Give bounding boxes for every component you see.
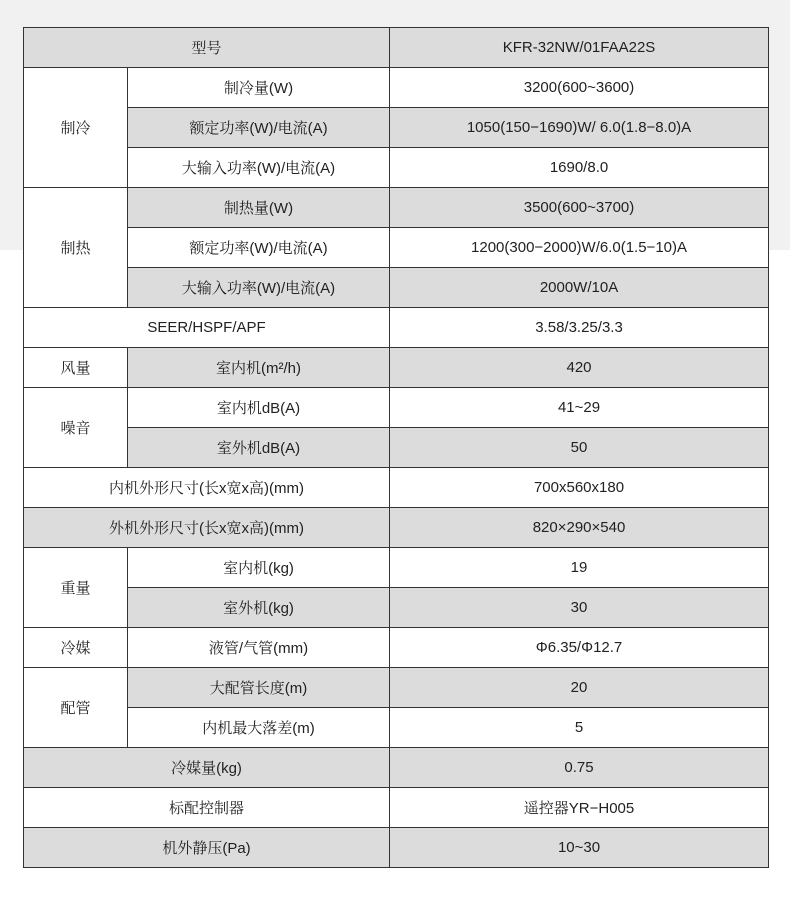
row-value: 20 <box>390 668 769 708</box>
row-value: 820×290×540 <box>390 508 769 548</box>
row-value: 41~29 <box>390 388 769 428</box>
row-value: 3.58/3.25/3.3 <box>390 308 769 348</box>
row-value: 5 <box>390 708 769 748</box>
table-row <box>24 788 769 828</box>
row-label: 额定功率(W)/电流(A) <box>128 228 390 268</box>
row-value: 1050(150−1690)W/ 6.0(1.8−8.0)A <box>390 108 769 148</box>
table-row <box>24 268 769 308</box>
group-label: 重量 <box>24 548 128 628</box>
row-value: 2000W/10A <box>390 268 769 308</box>
row-label: 室内机(kg) <box>128 548 390 588</box>
table-row <box>24 548 769 588</box>
row-label: 制冷量(W) <box>128 68 390 108</box>
row-value: 10~30 <box>390 828 769 868</box>
row-value: 1690/8.0 <box>390 148 769 188</box>
row-label: 室内机(m²/h) <box>128 348 390 388</box>
group-label: 配管 <box>24 668 128 748</box>
row-label: 机外静压(Pa) <box>24 828 390 868</box>
row-label: 内机最大落差(m) <box>128 708 390 748</box>
table-row <box>24 228 769 268</box>
group-label: 制冷 <box>24 68 128 188</box>
table-row <box>24 588 769 628</box>
row-value: 1200(300−2000)W/6.0(1.5−10)A <box>390 228 769 268</box>
row-label: 标配控制器 <box>24 788 390 828</box>
row-value: 0.75 <box>390 748 769 788</box>
table-row <box>24 348 769 388</box>
group-label: 制热 <box>24 188 128 308</box>
row-label: 室外机(kg) <box>128 588 390 628</box>
row-label: 型号 <box>24 28 390 68</box>
table-row <box>24 508 769 548</box>
row-value: 420 <box>390 348 769 388</box>
table-row <box>24 748 769 788</box>
table-row <box>24 468 769 508</box>
row-value: 50 <box>390 428 769 468</box>
table-row <box>24 308 769 348</box>
group-label: 噪音 <box>24 388 128 468</box>
row-label: 制热量(W) <box>128 188 390 228</box>
table-row <box>24 108 769 148</box>
table-row <box>24 68 769 108</box>
table-row <box>24 628 769 668</box>
row-value: 30 <box>390 588 769 628</box>
row-label: 额定功率(W)/电流(A) <box>128 108 390 148</box>
group-label: 风量 <box>24 348 128 388</box>
row-value: Φ6.35/Φ12.7 <box>390 628 769 668</box>
row-label: 液管/气管(mm) <box>128 628 390 668</box>
table-row <box>24 828 769 868</box>
row-value: 19 <box>390 548 769 588</box>
spec-table <box>23 27 769 868</box>
table-row <box>24 708 769 748</box>
row-label: 大输入功率(W)/电流(A) <box>128 148 390 188</box>
table-row <box>24 28 769 68</box>
row-value: KFR-32NW/01FAA22S <box>390 28 769 68</box>
table-row <box>24 668 769 708</box>
row-value: 700x560x180 <box>390 468 769 508</box>
table-row <box>24 428 769 468</box>
row-value: 3200(600~3600) <box>390 68 769 108</box>
row-label: 内机外形尺寸(长x宽x高)(mm) <box>24 468 390 508</box>
row-value: 遥控器YR−H005 <box>390 788 769 828</box>
row-value: 3500(600~3700) <box>390 188 769 228</box>
row-label: SEER/HSPF/APF <box>24 308 390 348</box>
row-label: 室外机dB(A) <box>128 428 390 468</box>
row-label: 大输入功率(W)/电流(A) <box>128 268 390 308</box>
table-row <box>24 388 769 428</box>
row-label: 冷媒量(kg) <box>24 748 390 788</box>
row-label: 大配管长度(m) <box>128 668 390 708</box>
table-row <box>24 148 769 188</box>
group-label: 冷媒 <box>24 628 128 668</box>
row-label: 室内机dB(A) <box>128 388 390 428</box>
table-row <box>24 188 769 228</box>
row-label: 外机外形尺寸(长x宽x高)(mm) <box>24 508 390 548</box>
